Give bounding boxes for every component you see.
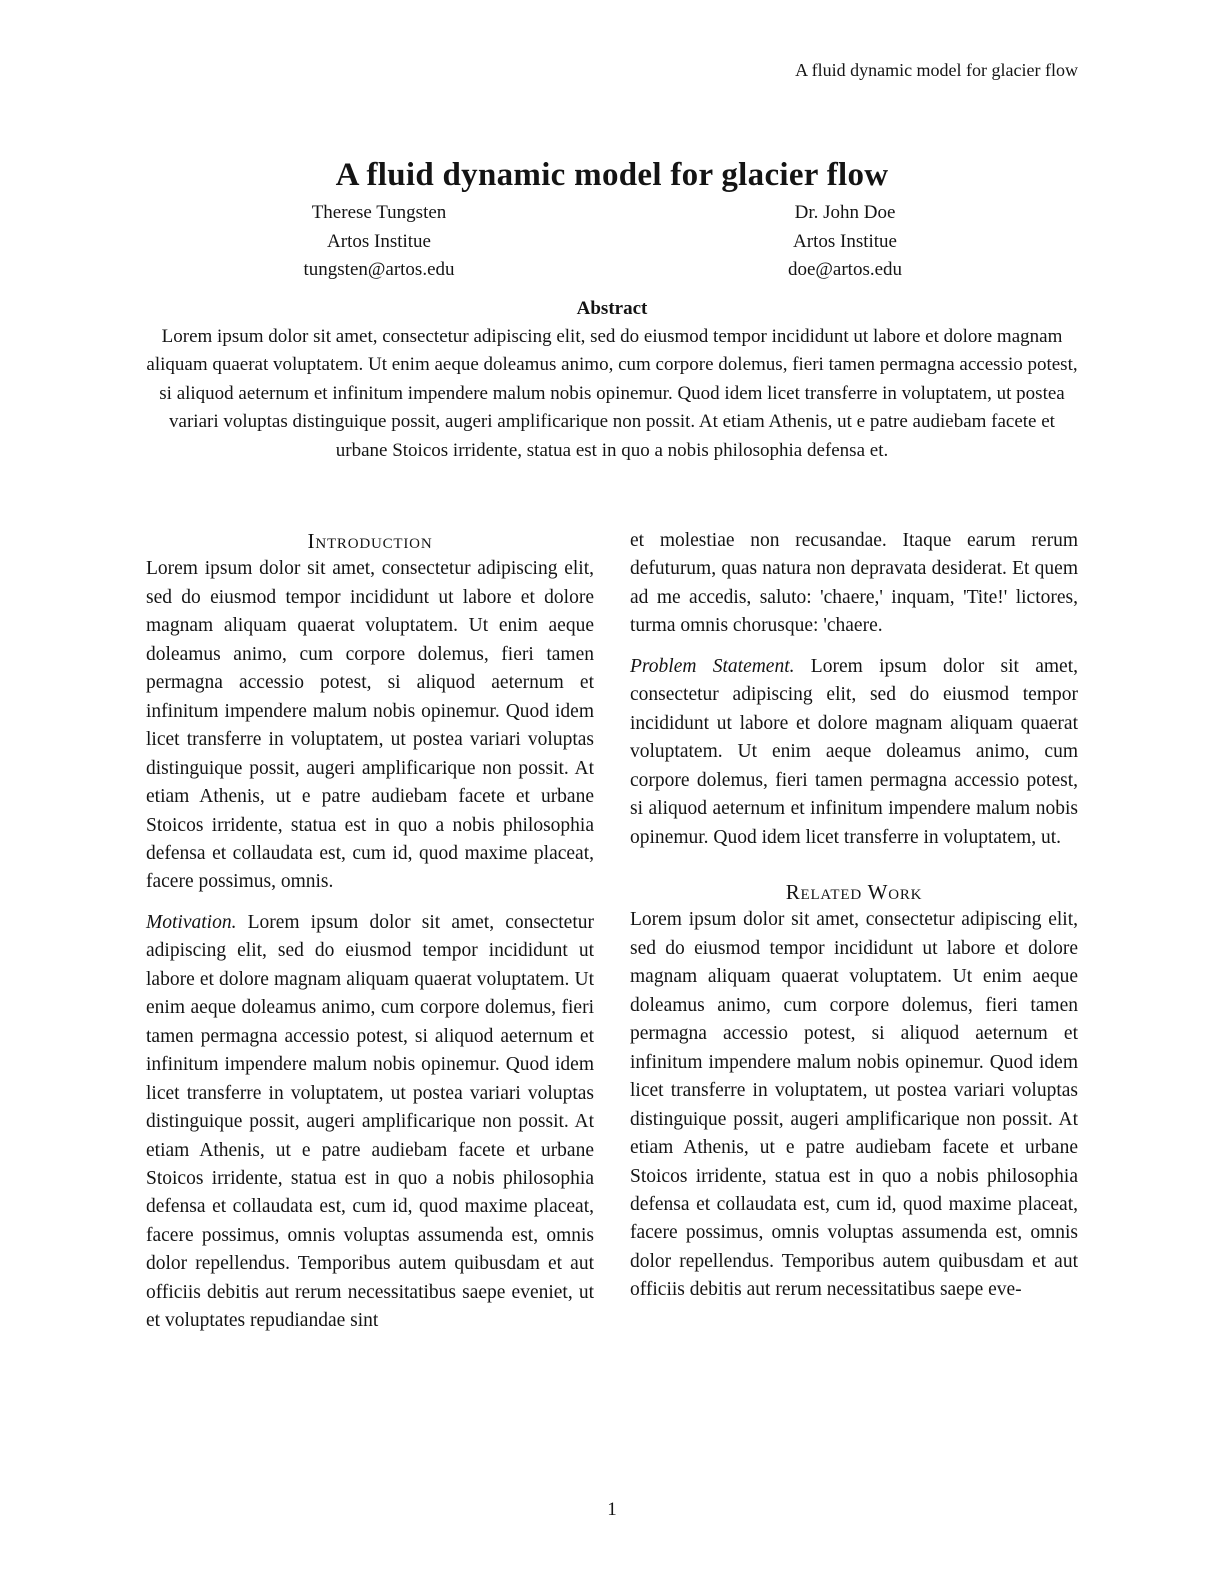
right-column (630, 527, 1078, 1336)
running-head: A fluid dynamic model for glacier flow (795, 60, 1078, 80)
problem-statement-text: Lorem ipsum dolor sit amet, consectetur adipiscing elit, sed do eiusmod tempor incididunt ut labore et dolore magnam aliquam quaerat voluptatem. Ut enim aeque doleamus animo, cum corpore dolemus, fieri tamen permagna accessio potest, si aliquod aeternum et infinitum impendere malum nobis opinemur. Quod idem licet transferre in voluptatem, ut. (630, 655, 1078, 848)
problem-statement-paragraph (630, 653, 1078, 852)
author-2-affiliation: Artos Institue (793, 230, 897, 252)
introduction-paragraph: Lorem ipsum dolor sit amet, consectetur adipiscing elit, sed do eiusmod tempor incididunt ut labore et dolore magnam aliquam quaerat voluptatem. Ut enim aeque doleamus animo, cum corpore dolemus, fieri tamen permagna accessio potest, si aliquod aeternum et infinitum impendere malum nobis opinemur. Quod idem licet transferre in voluptatem, ut postea variari voluptas distinguique possit, augeri amplificarique non possit. At etiam Athenis, ut e patre audiebam facete et urbane Stoicos irridente, statua est in quo a nobis philosophia defensa et collaudata est, cum id, quod maxime placeat, facere possimus, omnis. (146, 558, 594, 893)
page-title: A fluid dynamic model for glacier flow (335, 157, 889, 194)
body-columns (146, 527, 1078, 1336)
author-2-email: doe@artos.edu (787, 259, 903, 280)
motivation-lead: Motivation. (146, 911, 237, 933)
author-block (146, 199, 1078, 285)
abstract-text: Lorem ipsum dolor sit amet, consectetur adipiscing elit, sed do eiusmod tempor incididunt ut labore et dolore magnam aliquam quaerat voluptatem. Ut enim aeque doleamus animo, cum corpore dolemus, fieri tamen permagna accessio potest, si aliquod aeternum et infinitum impendere malum nobis opinemur. Quod idem licet transferre in voluptatem, ut postea variari voluptas distinguique possit, augeri amplificarique non possit. At etiam Athenis, ut e patre audiebam facete et urbane Stoicos irridente, statua est in quo a nobis philosophia defensa et. (146, 326, 1078, 461)
section-heading-introduction: Introduction (307, 529, 433, 553)
continuation-paragraph: et molestiae non recusandae. Itaque earum rerum defuturum, quas natura non depravata desiderat. Et quem ad me accedis, saluto: 'chaere,' inquam, 'Tite!' lictores, turma omnis chorusque: 'chaere. (630, 530, 1078, 637)
left-column (146, 527, 594, 1336)
author-1-name: Therese Tungsten (311, 202, 447, 223)
problem-statement-lead: Problem Statement. (630, 655, 795, 677)
author-1-affiliation: Artos Institue (327, 230, 431, 252)
motivation-text: Lorem ipsum dolor sit amet, consectetur adipiscing elit, sed do eiusmod tempor incididunt ut labore et dolore magnam aliquam quaerat voluptatem. Ut enim aeque doleamus animo, cum corpore dolemus, fieri tamen permagna accessio potest, si aliquod aeternum et infinitum impendere malum nobis opinemur. Quod idem licet transferre in voluptatem, ut postea variari voluptas distinguique possit, augeri amplificarique non possit. At etiam Athenis, ut e patre audiebam facete et urbane Stoicos irridente, statua est in quo a nobis philosophia defensa et collaudata est, cum id, quod maxime placeat, facere possimus, omnis voluptas assumenda est, omnis dolor repellendus. Temporibus autem quibusdam et aut officiis debitis aut rerum necessitatibus saepe eveniet, ut et voluptates repudiandae sint (146, 911, 594, 1332)
author-2-name: Dr. John Doe (794, 202, 896, 223)
author-1-email: tungsten@artos.edu (303, 259, 455, 280)
author-2 (612, 199, 1078, 285)
page-number: 1 (607, 1499, 617, 1520)
author-1 (146, 199, 612, 285)
related-work-paragraph: Lorem ipsum dolor sit amet, consectetur adipiscing elit, sed do eiusmod tempor incididunt ut labore et dolore magnam aliquam quaerat voluptatem. Ut enim aeque doleamus animo, cum corpore dolemus, fieri tamen permagna accessio potest, si aliquod aeternum et infinitum impendere malum nobis opinemur. Quod idem licet transferre in voluptatem, ut postea variari voluptas distinguique possit, augeri amplificarique non possit. At etiam Athenis, ut e patre audiebam facete et urbane Stoicos irridente, statua est in quo a nobis philosophia defensa et collaudata est, cum id, quod maxime placeat, facere possimus, omnis voluptas assumenda est, omnis dolor repellendus. Temporibus autem quibusdam et aut officiis debitis aut rerum necessitatibus saepe eve- (630, 909, 1078, 1301)
abstract-heading: Abstract (576, 298, 648, 319)
motivation-paragraph (146, 909, 594, 1336)
section-heading-related-work: Related Work (785, 879, 923, 904)
